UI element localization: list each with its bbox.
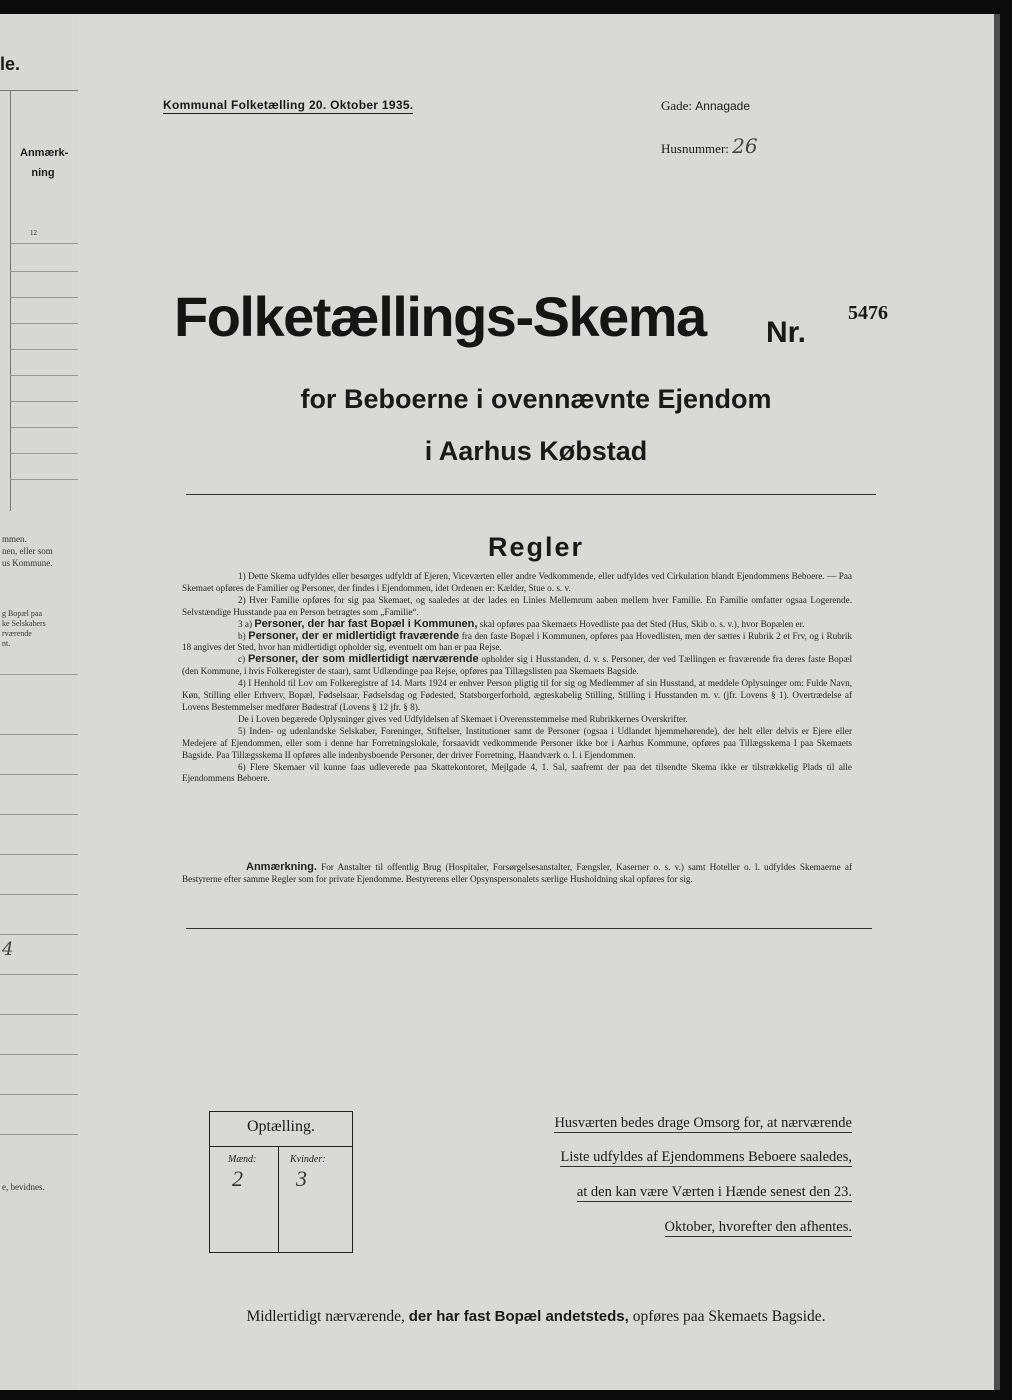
men-label: Mænd: [228, 1154, 257, 1165]
women-label: Kvinder: [290, 1154, 326, 1165]
table-row-line [0, 1054, 78, 1055]
rule-number: c) [238, 654, 246, 665]
left-page-heading: le. [0, 54, 21, 74]
rule-2: 2) Hver Familie opføres for sig paa Skemaet, og saaledes at der lades en Linies Mellemrum aaben mellem hver Familie. En Familie omfatter ogsaa Logerende. Selvstændige Husstande paa en Person betragtes som „Familie“. [182, 594, 852, 617]
note-label: Anmærkning. [246, 861, 317, 873]
rule-1: 1) Dette Skema udfyldes eller besørges udfyldt af Ejeren, Viceværten eller andre Vedkommende, eller udfyldes ved Cirkulation blandt Ejendommens Beboere. — Paa Skemaet opføres de Familier og Personer, der findes i Ejendommen, idet Ordenen er: Kælder, Stue o. s. v. [182, 571, 852, 593]
table-row-line [0, 934, 78, 935]
street-field [661, 98, 750, 114]
table-row-line [10, 375, 78, 376]
footer-post: opføres paa Skemaets Bagside. [632, 1308, 826, 1325]
left-page-column [0, 90, 78, 511]
women-count: 3 [296, 1166, 307, 1191]
count-box-divider [210, 1146, 352, 1147]
table-row-line [0, 734, 78, 735]
left-fragment: nen, eller som [2, 546, 53, 556]
table-row-line [10, 243, 78, 244]
left-fragment: rværende [2, 629, 32, 638]
rule-number: 3 a) [238, 618, 253, 629]
subtitle-aarhus: i Aarhus Købstad [424, 436, 648, 466]
house-number-value: 26 [732, 134, 758, 158]
footer-note [78, 1308, 994, 1326]
footer-pre: Midlertidigt nærværende, [246, 1308, 405, 1325]
table-row-line [10, 401, 78, 402]
left-fragment: ke Selskabers [2, 619, 46, 628]
count-box [209, 1111, 353, 1253]
rules-heading: Regler [487, 532, 585, 562]
rule-3b [182, 631, 852, 655]
anmaerkning-column-header: Anmærk- ning [20, 147, 69, 179]
rule-3c [182, 654, 852, 678]
house-number-label: Husnummer: [661, 141, 729, 156]
notice-line: Husværten bedes drage Omsorg for, at nærværende [554, 1115, 852, 1131]
rule-4: 4) I Henhold til Lov om Folkeregistre af 14. Marts 1924 er enhver Person pligtig til for sig og Medlemmer af sin Husstand, at meddele Oplysninger om: Fulde Navn, Køn, Stilling eller Erhverv, Bopæl, Fødselsaar, Fødselsdag og Fødested, Statsborgerforhold, ægteskabelig Stilling, Stilling i Husstanden m. v. (jfr. Lovens § 1). Overtrædelse af Lovens Bestemmelser medfører Bødestraf (Lovens § 12 jfr. § 8). [182, 678, 852, 712]
table-row-line [0, 1094, 78, 1095]
subtitle-beboere: for Beboerne i ovennævnte Ejendom [300, 384, 772, 414]
rule-6: 6) Flere Skemaer vil kunne faas udleverede paa Skattekontoret, Mejlgade 4, 1. Sal, saafremt der paa det tilsendte Skema ikke er tilstrækkelig Plads til alle Ejendommens Beboere. [182, 761, 852, 784]
notice-line: Liste udfyldes af Ejendommens Beboere saaledes, [560, 1149, 852, 1165]
rule-emphasis: Personer, der har fast Bopæl i Kommunen, [254, 617, 478, 630]
note-text [182, 862, 852, 886]
count-box-title: Optælling. [246, 1118, 315, 1135]
rule-body: opholder sig i Husstanden, d. v. s. Personer, der ved Tællingen er fraværende fra deres faste Bopæl (den Kommune, i hvis Folkeregister de staar), samt Udlændinge paa Rejse, opføres paa Tillægslisten paa Skemaets Bagside. [182, 654, 853, 677]
table-row-line [0, 894, 78, 895]
note-body: For Anstalter til offentlig Brug (Hospitaler, Forsørgelsesanstalter, Fængsler, Kaserner o. s. v.) samt Hoteller o. l. udfyldes Skemaerne af Bestyrerne efter samme Regler som for private Ejendomme. Bestyrerens eller Opsynspersonalets særlige Husholdning skal opføres for sig. [182, 862, 853, 884]
table-row-line [10, 427, 78, 428]
page-edge [994, 14, 1000, 1390]
divider [186, 928, 872, 929]
table-row-line [10, 453, 78, 454]
divider [186, 494, 876, 495]
table-row-line [10, 349, 78, 350]
table-row-line [0, 674, 78, 675]
column-number: 12 [30, 229, 37, 237]
men-count: 2 [232, 1166, 243, 1191]
table-row-line [0, 774, 78, 775]
table-row-line [0, 854, 78, 855]
table-row-line [0, 1014, 78, 1015]
rules-text [182, 571, 852, 785]
count-box-divider [278, 1146, 279, 1252]
rule-emphasis: Personer, der er midlertidigt fraværende [248, 629, 460, 642]
form-number-label: Nr. [766, 316, 807, 349]
rule-body: skal opføres paa Skemaets Hovedliste paa det Sted (Hus, Skib o. s. v.), hvor Bopælen er. [479, 618, 805, 629]
notice-line: Oktober, hvorefter den afhentes. [664, 1219, 852, 1235]
table-row-line [10, 271, 78, 272]
notice-line: at den kan være Værten i Hænde senest den 23. [576, 1184, 852, 1200]
street-label: Gade: [661, 98, 693, 113]
table-row-line [10, 479, 78, 480]
left-fragment: mmen. [2, 534, 27, 544]
census-form-page [78, 14, 994, 1390]
left-fragment: nt. [2, 639, 11, 648]
table-row-line [10, 297, 78, 298]
rule-number: b) [238, 630, 246, 641]
rule-body: fra den faste Bopæl i Kommunen, opføres paa Hovedlisten, men der sættes i Rubrik 2 et Frv, og i Rubrik 18 angives det Sted, hvor han midlertidigt opholder sig, eventuelt om han er paa Rejse. [182, 630, 852, 653]
form-number-value: 5476 [848, 302, 888, 324]
table-row-line [10, 323, 78, 324]
left-fragment: us Kommune. [2, 558, 53, 568]
previous-page-strip [0, 14, 79, 1390]
house-number-field [661, 134, 758, 158]
left-fragment: e, bevidnes. [2, 1182, 45, 1192]
footer-emphasis: der har fast Bopæl andetsteds, [408, 1308, 629, 1325]
table-row-line [0, 814, 78, 815]
table-row-line [0, 974, 78, 975]
rule-5: 5) Inden- og udenlandske Selskaber, Foreninger, Stiftelser, Institutioner samt de Personer (ogsaa i Udlandet hjemmehørende), der helt eller delvis er Ejere eller Medejere af Ejendommen, eller som i denne har Forretningslokale, forsaavidt vedkommende Personer ikke bor i Aarhus Kommune, opføres paa Tillægsskema I paa Skemaets Bagside. Paa Tillægsskema II opføres alle indenbysboende Personer, der driver Forretning, Haandværk o. l. i Ejendommen. [182, 725, 852, 760]
handwritten-mark: 4 [2, 939, 14, 960]
form-title: Folketællings-Skema [174, 285, 706, 348]
census-header: Kommunal Folketælling 20. Oktober 1935. [163, 98, 414, 112]
rule-emphasis: Personer, der som midlertidigt nærværende [247, 653, 479, 666]
rule-4b: De i Loven begærede Oplysninger gives ved Udfyldelsen af Skemaet i Overensstemmelse med Rubrikkernes Overskrifter. [238, 713, 688, 724]
table-row-line [0, 1134, 78, 1135]
left-fragment: g Bopæl paa [2, 609, 42, 618]
street-value: Annagade [695, 99, 751, 113]
column-divider [10, 91, 11, 511]
